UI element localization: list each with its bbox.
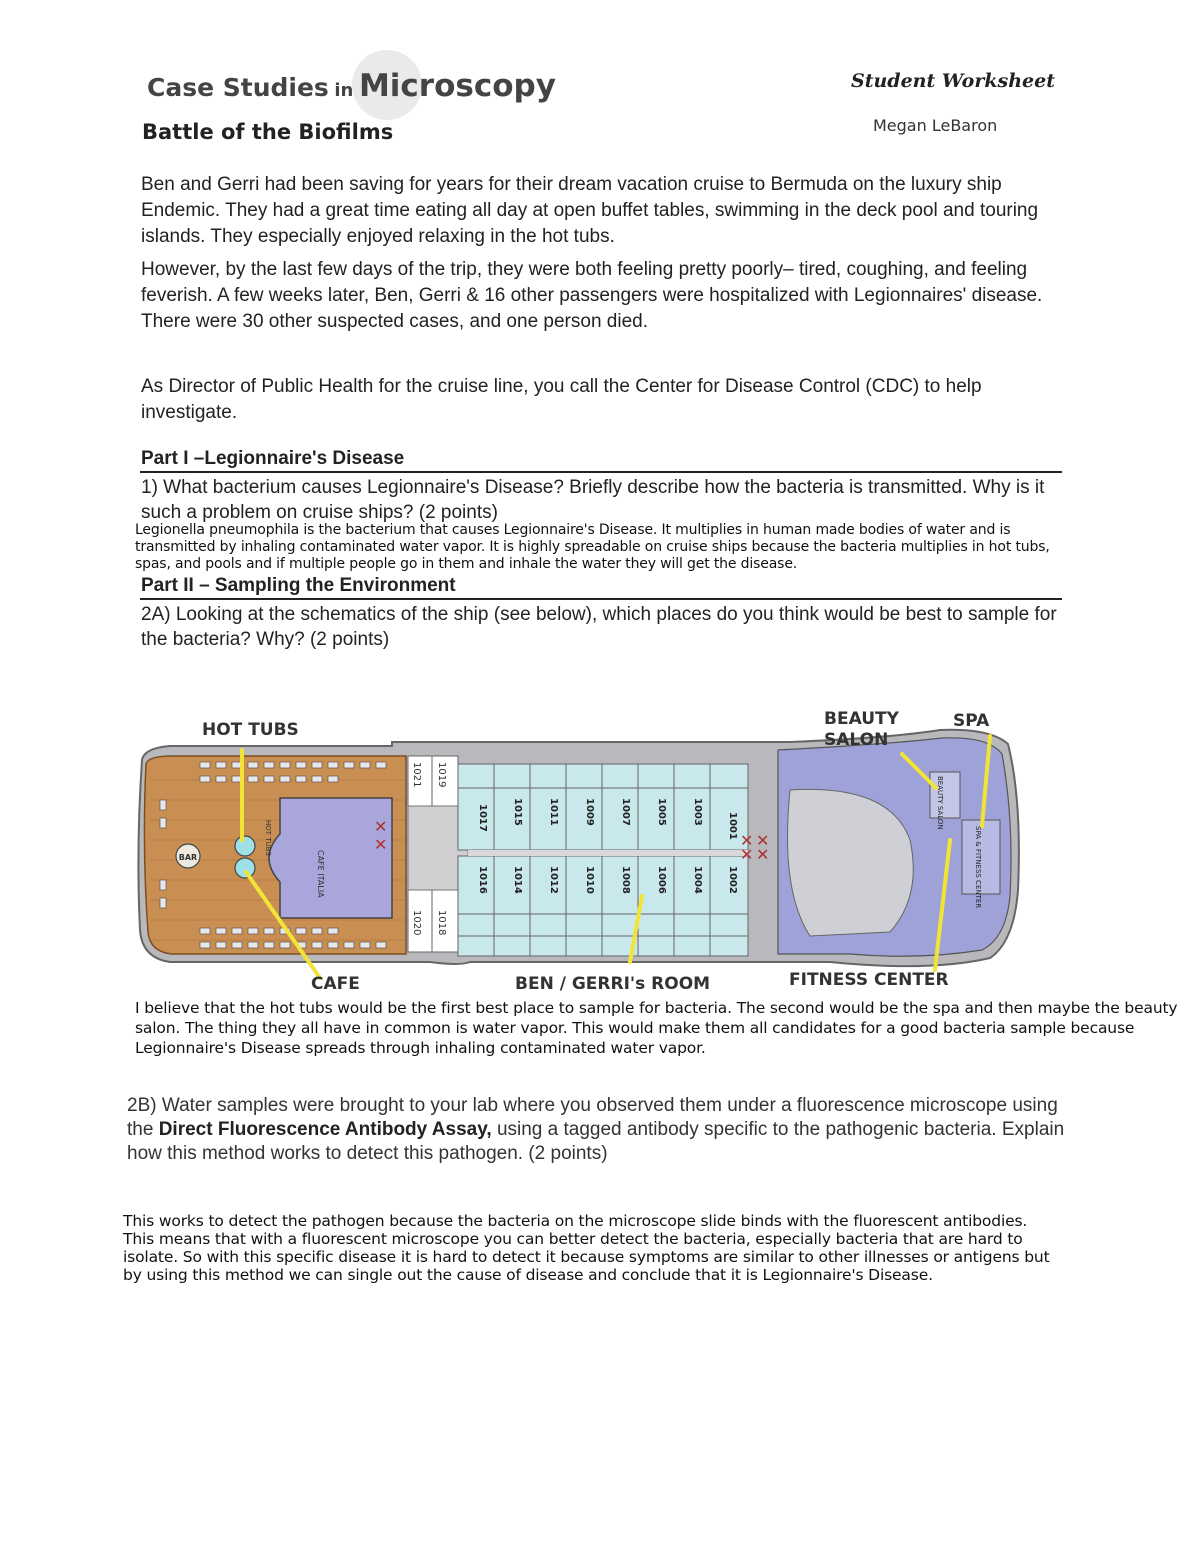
question-2a: 2A) Looking at the schematics of the ship (see below), which places do you think would be best to sample for the bacteria? Why? (2 points) <box>141 604 1057 650</box>
case-studies-logo: Case Studies in Microscopy <box>147 68 556 104</box>
label-fitness-center: FITNESS CENTER <box>789 970 949 990</box>
cabin-number: 1012 <box>548 866 559 894</box>
cabin-number: 1009 <box>584 798 595 826</box>
hot-tub-2 <box>235 858 255 878</box>
cabin-number: 1001 <box>727 812 738 840</box>
cabins-top-block <box>458 764 748 850</box>
cabin-corridor <box>468 850 748 856</box>
label-salon: SALON <box>824 730 889 750</box>
cabin-number: 1018 <box>436 910 447 936</box>
label-beauty: BEAUTY <box>824 709 899 729</box>
stairs-marker-forward: ✕ <box>756 845 770 864</box>
answer-2a: I believe that the hot tubs would be the first best place to sample for bacteria. The second would be the spa and then maybe the beauty salon. The thing they all have in common is water vapor. This would make them all candidates for a good bacteria sample because Legionnaire's Disease spreads through inhaling contaminated water vapor. <box>135 999 1178 1057</box>
question-1: 1) What bacterium causes Legionnaire's Disease? Briefly describe how the bacteria is transmitted. Why is it such a problem on cruise ships? (2 points) <box>141 477 1045 523</box>
question-2b: 2B) Water samples were brought to your lab where you observed them under a fluorescence microscope using the Direct Fluorescence Antibody Assay, using a tagged antibody specific to the pathogenic bacteria. Explain how this method works to detect this pathogen. (2 points) <box>127 1095 1065 1164</box>
cabin-number: 1019 <box>436 762 447 788</box>
cabin-number: 1010 <box>584 866 595 894</box>
answer-2b: This works to detect the pathogen because the bacteria on the microscope slide binds with the fluorescent antibodies. This means that with a fluorescent microscope you can better detect the bacteria, especially bacteria that are hard to isolate. So with this specific disease it is hard to detect it because symptoms are similar to other illnesses or antigens but by using this method we can single out the cause of disease and conclude that it is Legionnaire's Disease. <box>123 1212 1050 1284</box>
cabin-number: 1002 <box>727 866 738 894</box>
intro-paragraph-1: Ben and Gerri had been saving for years for their dream vacation cruise to Bermuda on the luxury ship Endemic. They had a great time eating all day at open buffet tables, swimming in the deck pool and touring islands. They especially enjoyed relaxing in the hot tubs. <box>141 174 1039 247</box>
page-title: Battle of the Biofilms <box>142 120 394 144</box>
cabin-number: 1021 <box>411 762 422 788</box>
cabin-number: 1015 <box>512 798 523 826</box>
cafe-italia-label: CAFE ITALIA <box>316 850 325 898</box>
beauty-salon-room <box>930 772 960 818</box>
label-hot-tubs: HOT TUBS <box>202 720 299 740</box>
label-beauty-salon <box>824 709 899 751</box>
stairs-marker-forward: ✕ <box>740 831 754 850</box>
label-ben-gerri-room: BEN / GERRI's ROOM <box>515 974 711 994</box>
stairs-marker-forward: ✕ <box>740 845 754 864</box>
cabins-bottom-block <box>458 856 748 956</box>
stairs-marker-aft: ✕ <box>374 835 388 854</box>
method-name: Direct Fluorescence Antibody Assay, <box>158 1119 492 1140</box>
hot-tub-1 <box>235 836 255 856</box>
part-1-heading: Part I –Legionnaire's Disease <box>141 448 405 469</box>
cabin-number: 1008 <box>620 866 631 894</box>
intro-paragraph-3: As Director of Public Health for the cruise line, you call the Center for Disease Control (CDC) to help investigate. <box>141 376 982 423</box>
cabin-number: 1005 <box>656 798 667 826</box>
cabin-number: 1011 <box>548 798 559 826</box>
author-name: Megan LeBaron <box>873 116 998 135</box>
hot-tubs-small-label: HOT TUBS <box>264 820 272 856</box>
cabin-number: 1006 <box>656 866 667 894</box>
cabin-number: 1004 <box>692 866 703 894</box>
answer-1: Legionella pneumophila is the bacterium that causes Legionnaire's Disease. It multiplies in human made bodies of water and is transmitted by inhaling contaminated water vapor. It is highly spreadable on cruise ships because the bacteria multiplies in hot tubs, spas, and pools and if multiple people go in them and inhale the water they will get the disease. <box>135 522 1050 572</box>
cabin-number: 1016 <box>477 866 488 894</box>
spa-fitness-small-label: SPA & FITNESS CENTER <box>974 826 982 909</box>
divider <box>140 471 1062 473</box>
stairs-marker-forward: ✕ <box>756 831 770 850</box>
deck-pool <box>269 798 392 918</box>
cabin-number: 1003 <box>692 798 703 826</box>
part-2-heading: Part II – Sampling the Environment <box>141 575 456 596</box>
cabin-number: 1020 <box>411 910 422 936</box>
bar-label: BAR <box>178 853 198 862</box>
label-spa: SPA <box>953 711 990 731</box>
worksheet-label: Student Worksheet <box>851 70 1055 92</box>
cabin-number: 1017 <box>477 804 488 832</box>
beauty-salon-small-label: BEAUTY SALON <box>936 776 944 830</box>
cabin-number: 1014 <box>512 866 523 894</box>
cabin-number: 1007 <box>620 798 631 826</box>
label-cafe: CAFE <box>311 974 360 994</box>
intro-paragraph-2: However, by the last few days of the trip, they were both feeling pretty poorly– tired, coughing, and feeling feverish. A few weeks later, Ben, Gerri & 16 other passengers were hospitalized with Legionnaires' disease. There were 30 other suspected cases, and one person died. <box>141 259 1043 332</box>
divider <box>140 598 1062 600</box>
stairs-marker-aft: ✕ <box>374 817 388 836</box>
